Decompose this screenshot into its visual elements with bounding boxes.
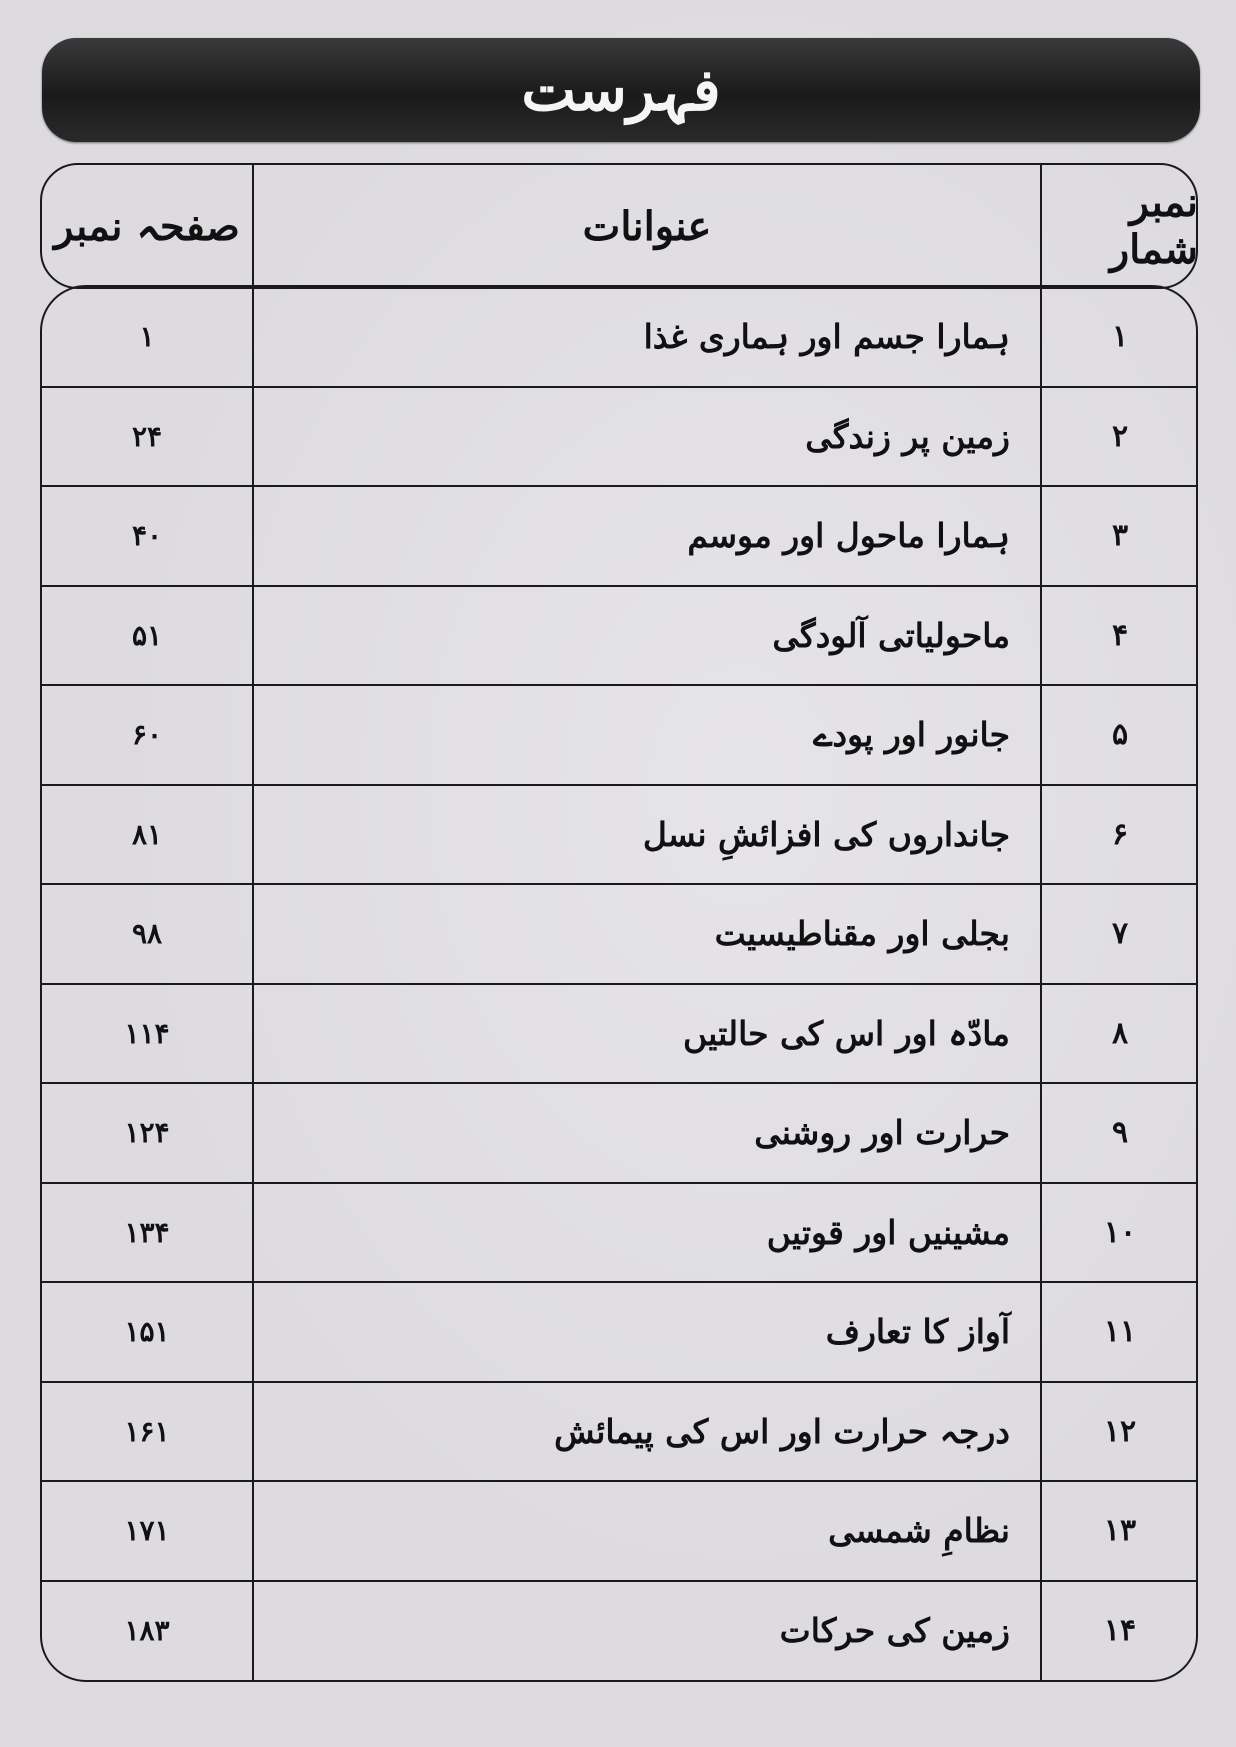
row-serial-number: ۸ [1111, 1015, 1129, 1051]
row-serial-number: ۱۳ [1103, 1513, 1137, 1549]
row-chapter-title: نظامِ شمسی [828, 1511, 1010, 1551]
row-serial-number: ۵ [1111, 717, 1129, 753]
title-banner [42, 38, 1200, 142]
row-serial-number: ۷ [1111, 916, 1129, 952]
row-page-number: ۵۱ [131, 618, 163, 652]
row-page-number: ۶۰ [131, 718, 163, 752]
row-serial-number: ۶ [1111, 816, 1129, 852]
row-page-number: ۱ [139, 320, 155, 354]
row-chapter-title: ہمارا ماحول اور موسم [687, 516, 1010, 556]
row-serial-number: ۱۰ [1103, 1214, 1137, 1250]
row-chapter-title: زمین پر زندگی [805, 416, 1010, 456]
row-chapter-title: درجہ حرارت اور اس کی پیمائش [554, 1411, 1010, 1451]
row-chapter-title: جانور اور پودے [813, 715, 1010, 755]
row-page-number: ۱۷۱ [124, 1514, 170, 1548]
row-page-number: ۹۸ [131, 917, 163, 951]
row-page-number: ۱۸۳ [124, 1613, 170, 1647]
row-page-number: ۱۲۴ [124, 1116, 170, 1150]
row-page-number: ۴۰ [131, 519, 163, 553]
row-serial-number: ۳ [1111, 518, 1129, 554]
row-page-number: ۸۱ [131, 817, 163, 851]
row-chapter-title: جانداروں کی افزائشِ نسل [642, 814, 1010, 854]
page-title: فہرست [521, 56, 721, 124]
row-serial-number: ۱۴ [1103, 1612, 1137, 1648]
header-serial-number: نمبر شمار [1109, 179, 1198, 273]
row-chapter-title: ماحولیاتی آلودگی [772, 615, 1010, 655]
row-serial-number: ۱۱ [1103, 1314, 1137, 1350]
row-serial-number: ۱۲ [1103, 1413, 1137, 1449]
row-page-number: ۲۴ [131, 419, 163, 453]
row-page-number: ۱۶۱ [124, 1414, 170, 1448]
row-chapter-title: آواز کا تعارف [825, 1312, 1010, 1352]
row-chapter-title: بجلی اور مقناطیسیت [714, 914, 1010, 954]
row-chapter-title: زمین کی حرکات [779, 1610, 1010, 1650]
row-chapter-title: حرارت اور روشنی [754, 1113, 1010, 1153]
row-page-number: ۱۱۴ [124, 1016, 170, 1050]
row-chapter-title: مادّہ اور اس کی حالتیں [683, 1013, 1010, 1053]
row-page-number: ۱۵۱ [124, 1315, 170, 1349]
header-page-number: صفحہ نمبر [54, 202, 240, 250]
row-chapter-title: ہمارا جسم اور ہماری غذا [643, 317, 1010, 357]
row-page-number: ۱۳۴ [124, 1215, 170, 1249]
row-serial-number: ۹ [1111, 1115, 1129, 1151]
row-serial-number: ۱ [1111, 319, 1129, 355]
row-chapter-title: مشینیں اور قوتیں [766, 1212, 1010, 1252]
header-topics: عنوانات [582, 202, 712, 250]
row-serial-number: ۴ [1111, 617, 1129, 653]
row-serial-number: ۲ [1111, 418, 1129, 454]
